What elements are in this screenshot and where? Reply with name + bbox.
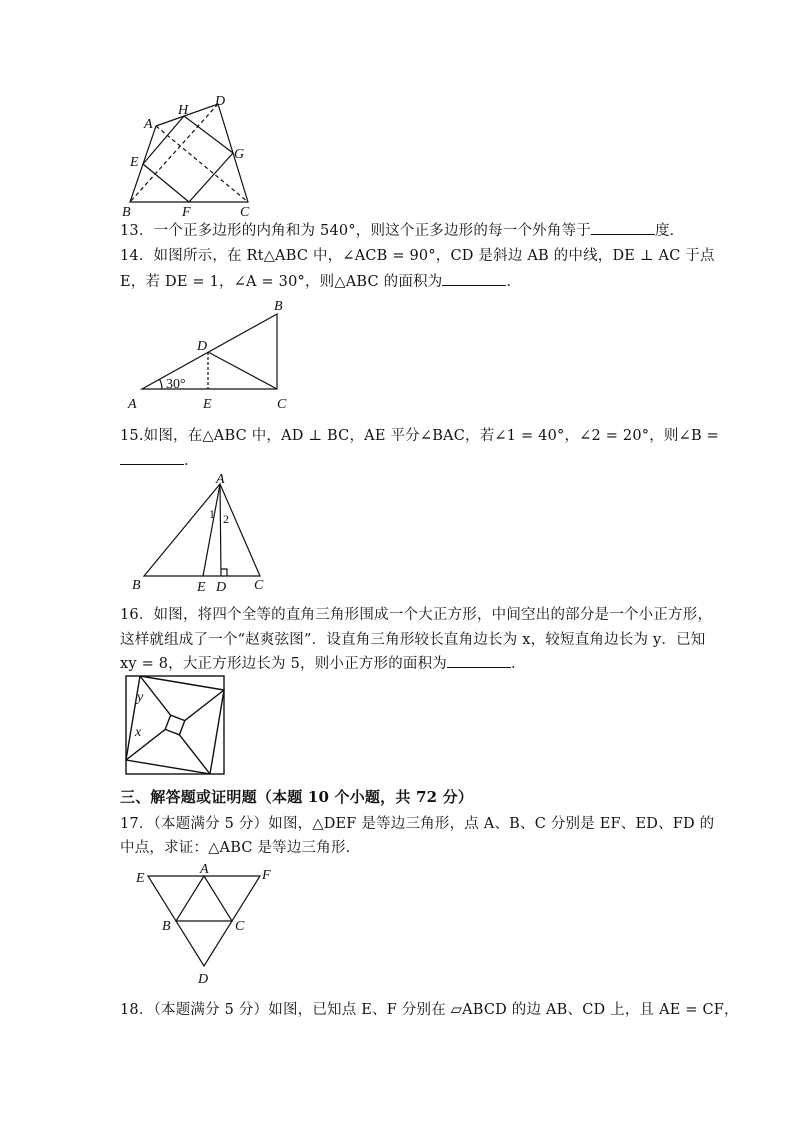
fig15-label-d: D xyxy=(216,580,227,595)
fig13-label-f: F xyxy=(182,205,191,220)
q15-blank xyxy=(120,452,184,465)
q17-line-1: 17．（本题满分 5 分）如图，△DEF 是等边三角形，点 A、B、C 分别是 EF、ED、FD 的 xyxy=(120,816,715,832)
fig16-label-x: x xyxy=(135,725,142,740)
fig15-label-a: A xyxy=(216,472,225,487)
fig15-label-e: E xyxy=(197,580,206,595)
q13-line xyxy=(120,219,684,240)
q13-text: 13．一个正多边形的内角和为 540°，则这个正多边形的每一个外角等于 xyxy=(120,223,591,239)
fig13-label-g: G xyxy=(234,147,245,162)
fig14-label-a: A xyxy=(128,397,137,412)
fig14-label-c: C xyxy=(277,397,287,412)
figure-15 xyxy=(128,472,278,594)
q14-line-2 xyxy=(120,270,521,291)
fig15-angle-1: 1 xyxy=(209,507,215,521)
figure-14 xyxy=(124,296,304,416)
q16-line-1: 16．如图，将四个全等的直角三角形围成一个大正方形，中间空出的部分是一个小正方形， xyxy=(120,607,713,623)
fig15-label-c: C xyxy=(254,578,264,593)
q15-suffix: ． xyxy=(184,453,199,469)
fig13-label-c: C xyxy=(240,205,250,220)
fig14-label-d: D xyxy=(197,339,208,354)
figure-17 xyxy=(134,862,284,988)
fig13-label-e: E xyxy=(130,155,139,170)
q14-text: E，若 DE = 1，∠A = 30°，则△ABC 的面积为 xyxy=(120,274,443,290)
fig13-label-h: H xyxy=(178,103,189,118)
fig14-label-b: B xyxy=(274,299,283,314)
q16-text: xy = 8，大正方形边长为 5，则小正方形的面积为 xyxy=(120,656,447,672)
q16-blank xyxy=(447,655,511,668)
figure-16 xyxy=(124,674,228,778)
fig15-label-b: B xyxy=(132,578,141,593)
fig17-label-d: D xyxy=(198,972,209,987)
fig13-label-a: A xyxy=(144,117,153,132)
q13-blank xyxy=(591,222,655,235)
fig17-label-a: A xyxy=(200,862,209,877)
q16-line-2: 这样就组成了一个“赵爽弦图”．设直角三角形较长直角边长为 x，较短直角边长为 y．已知 xyxy=(120,632,706,648)
fig14-label-e: E xyxy=(203,397,212,412)
q18-line-1: 18．（本题满分 5 分）如图，已知点 E、F 分别在 ▱ABCD 的边 AB、CD 上，且 AE = CF， xyxy=(120,1002,739,1018)
fig17-label-f: F xyxy=(262,868,271,883)
q15-line-2 xyxy=(120,449,199,470)
fig14-angle-label: 30° xyxy=(166,377,186,392)
q14-suffix: ． xyxy=(506,274,522,290)
fig17-label-c: C xyxy=(235,919,245,934)
fig13-label-d: D xyxy=(215,94,226,109)
q13-suffix: 度． xyxy=(654,223,685,239)
fig17-label-e: E xyxy=(136,871,145,886)
q16-suffix: ． xyxy=(511,656,526,672)
fig16-label-y: y xyxy=(137,690,144,705)
fig13-label-b: B xyxy=(122,205,131,220)
q15-line-1: 15.如图，在△ABC 中，AD ⊥ BC，AE 平分∠BAC，若∠1 = 40°，∠2 = 20°，则∠B = xyxy=(120,428,719,444)
fig17-label-b: B xyxy=(162,919,171,934)
figure-13 xyxy=(118,92,268,220)
q14-blank xyxy=(442,273,506,286)
q14-line-1: 14．如图所示，在 Rt△ABC 中，∠ACB = 90°，CD 是斜边 AB 的中线，DE ⊥ AC 于点 xyxy=(120,248,715,264)
section-3-heading: 三、解答题或证明题（本题 10 个小题，共 72 分） xyxy=(120,788,474,806)
fig15-angle-2: 2 xyxy=(223,512,229,526)
q16-line-3 xyxy=(120,652,526,673)
q17-line-2: 中点，求证：△ABC 是等边三角形． xyxy=(120,840,361,856)
